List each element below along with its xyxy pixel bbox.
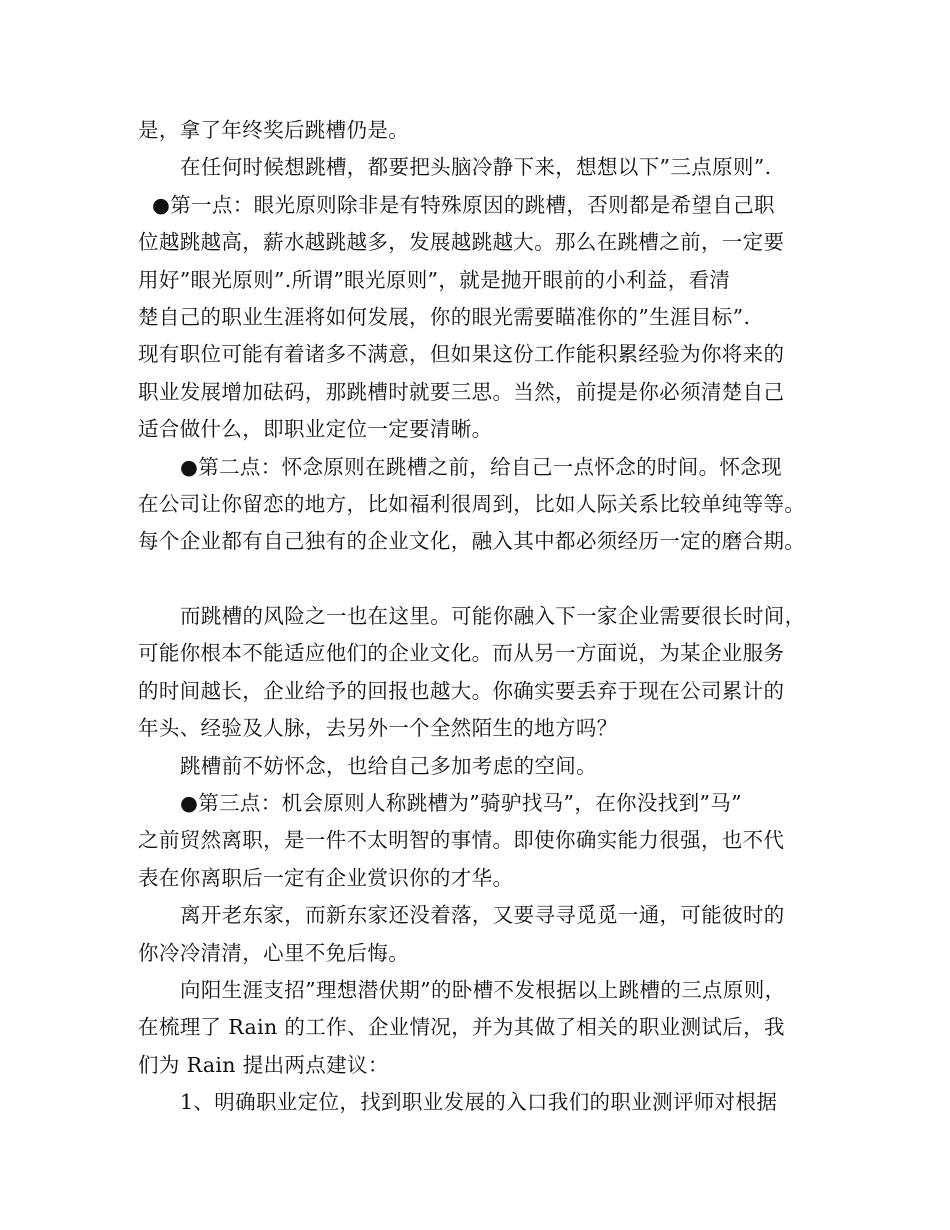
- text-line-20: 表在你离职后一定有企业赏识你的才华。: [138, 865, 514, 890]
- text-line-4: 位越跳越高，薪水越跳越多，发展越跳越大。那么在跳槽之前，一定要: [138, 230, 785, 255]
- blank-line: [138, 561, 828, 598]
- text-line-1: 是，拿了年终奖后跳槽仍是。: [138, 118, 410, 142]
- text-line-9: 适合做什么，即职业定位一定要清晰。: [138, 417, 493, 442]
- text-line-24: 在梳理了 Rain 的工作、企业情况，并为其做了相关的职业测试后，我: [138, 1015, 785, 1040]
- text-line-26: 1、明确职业定位，找到职业发展的入口我们的职业测评师对根据: [180, 1090, 778, 1115]
- text-line-21: 离开老东家，而新东家还没着落，又要寻寻觅觅一通，可能彼时的: [180, 903, 785, 928]
- text-line-11: 在公司让你留恋的地方，比如福利很周到，比如人际关系比较单纯等等。: [138, 491, 806, 516]
- text-line-23: 向阳生涯支招”理想潜伏期”的卧槽不发根据以上跳槽的三点原则，: [180, 977, 786, 1002]
- text-line-22: 你冷冷清清，心里不免后悔。: [138, 940, 410, 965]
- text-line-15: 的时间越长，企业给予的回报也越大。你确实要丢弃于现在公司累计的: [138, 678, 785, 703]
- document-body: [138, 112, 828, 1122]
- text-line-17: 跳槽前不妨怀念，也给自己多加考虑的空间。: [180, 753, 597, 778]
- text-line-6: 楚自己的职业生涯将如何发展，你的眼光需要瞄准你的”生涯目标”.: [138, 304, 751, 329]
- text-line-16: 年头、经验及人脉，去另外一个全然陌生的地方吗？: [138, 716, 618, 741]
- text-line-2: 在任何时候想跳槽，都要把头脑冷静下来，想想以下”三点原则”.: [180, 155, 772, 180]
- text-line-13: 而跳槽的风险之一也在这里。可能你融入下一家企业需要很长时间，: [180, 604, 806, 629]
- text-line-18: ●第三点：机会原则人称跳槽为”骑驴找马”，在你没找到”马”: [180, 791, 742, 816]
- text-line-19: 之前贸然离职，是一件不太明智的事情。即使你确实能力很强，也不代: [138, 828, 785, 853]
- text-line-7: 现有职位可能有着诸多不满意，但如果这份工作能积累经验为你将来的: [138, 342, 785, 367]
- text-line-3: ●第一点：眼光原则除非是有特殊原因的跳槽，否则都是希望自己职: [152, 192, 775, 217]
- text-line-8: 职业发展增加砝码，那跳槽时就要三思。当然，前提是你必须清楚自己: [138, 379, 785, 404]
- text-line-12: 每个企业都有自己独有的企业文化，融入其中都必须经历一定的磨合期。: [138, 529, 806, 554]
- text-line-10: ●第二点：怀念原则在跳槽之前，给自己一点怀念的时间。怀念现: [180, 454, 783, 479]
- text-line-25: 们为 Rain 提出两点建议：: [138, 1052, 389, 1077]
- text-line-5: 用好”眼光原则”.所谓”眼光原则”，就是抛开眼前的小利益，看清: [138, 267, 731, 292]
- text-line-14: 可能你根本不能适应他们的企业文化。而从另一方面说，为某企业服务: [138, 641, 785, 666]
